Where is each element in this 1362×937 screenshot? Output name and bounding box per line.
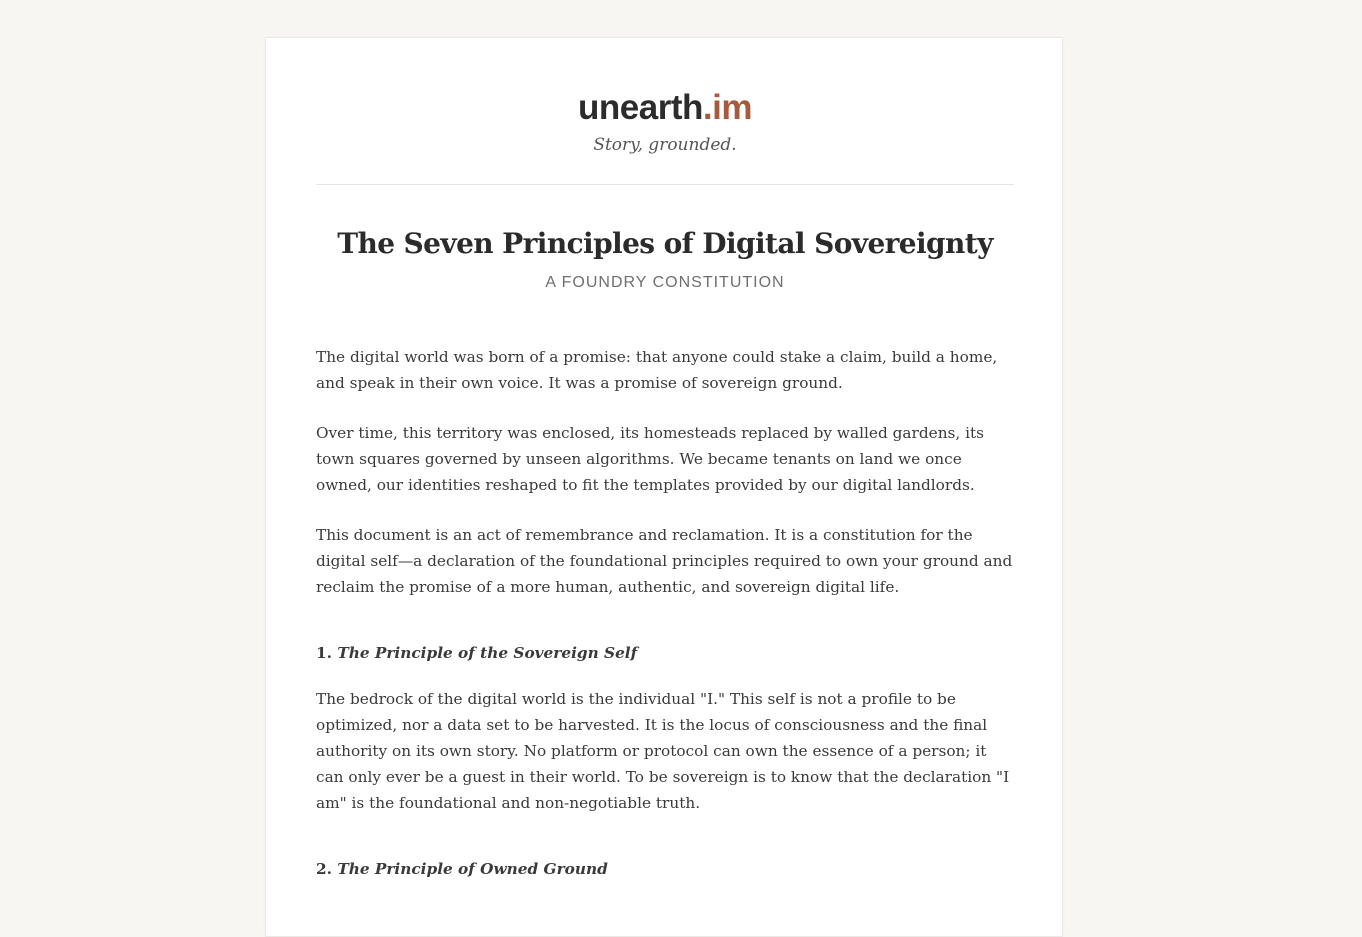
site-logo[interactable] <box>316 88 1014 128</box>
intro-paragraph-3: This document is an act of remembrance and reclamation. It is a constitution for the digital self—a declaration of the foundational principles required to own your ground and reclaim the promise of a more human, authentic, and sovereign digital life. <box>316 526 1013 596</box>
brand-tld: .im <box>702 88 752 127</box>
intro-paragraph-1: The digital world was born of a promise: that anyone could stake a claim, build a home, and speak in their own voice. It was a promise of sovereign ground. <box>316 348 998 392</box>
header-divider <box>316 184 1014 185</box>
intro-paragraph-2: Over time, this territory was enclosed, its homesteads replaced by walled gardens, its town squares governed by unseen algorithms. We became tenants on land we once owned, our identities reshaped to fit the templates provided by our digital landlords. <box>316 424 985 494</box>
principle-2-title: The Principle of Owned Ground <box>337 860 608 878</box>
site-tagline: Story, grounded. <box>593 135 737 155</box>
principle-1-title: The Principle of the Sovereign Self <box>337 644 638 662</box>
page-subtitle: A FOUNDRY CONSTITUTION <box>545 274 785 291</box>
page-title: The Seven Principles of Digital Sovereignty <box>337 227 993 260</box>
principle-1-body: The bedrock of the digital world is the individual "I." This self is not a profile to be optimized, nor a data set to be harvested. It is the locus of consciousness and the final authority on its own story. No platform or protocol can own the essence of a person; it can only ever be a guest in their world. To be sovereign is to know that the declaration "I am" is the foundational and non-negotiable truth. <box>316 690 1010 812</box>
brand-name: unearth <box>578 88 703 127</box>
principle-1-heading <box>316 641 1014 665</box>
principle-2-heading <box>316 857 1014 881</box>
principle-2-number: 2. <box>316 860 332 878</box>
principle-1-number: 1. <box>316 644 332 662</box>
document-card <box>265 37 1063 937</box>
